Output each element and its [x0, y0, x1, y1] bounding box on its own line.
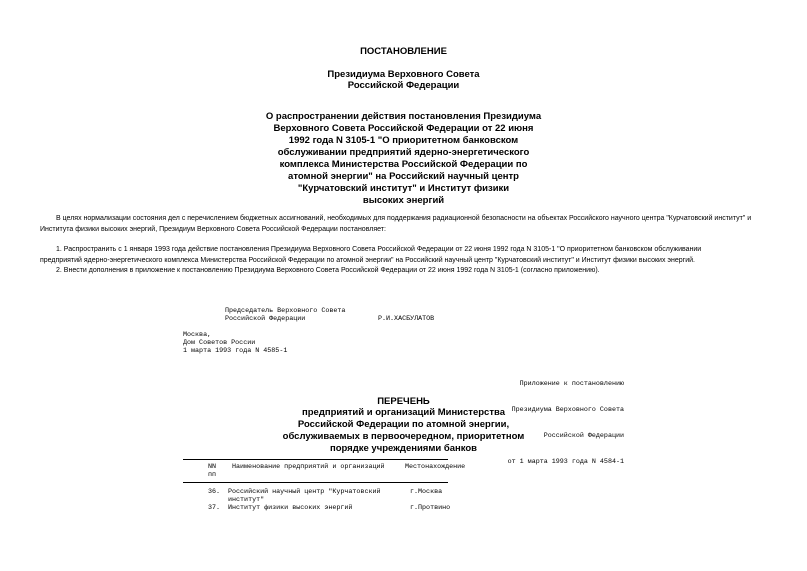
- row-number: 37.: [208, 504, 221, 512]
- document-title: ПОСТАНОВЛЕНИЕ: [360, 46, 447, 57]
- row-location: г.Москва: [410, 488, 443, 496]
- list-subtitle-line: Российской Федерации по атомной энергии,: [297, 419, 510, 430]
- table-header-rule: [183, 482, 448, 483]
- place-city: Москва,: [183, 331, 212, 339]
- preamble-paragraph: [40, 214, 780, 235]
- subject-line: атомной энергии" на Российский научный центр: [288, 171, 519, 182]
- resolution-items: [40, 245, 780, 277]
- signatory-position-line-1: Председатель Верховного Совета: [225, 307, 346, 315]
- subject-line: 1992 года N 3105-1 "О приоритетном банковском: [288, 135, 519, 146]
- header-location: Местонахождение: [405, 463, 466, 471]
- issuing-body-line-2: Российской Федерации: [347, 80, 460, 91]
- row-name: Институт физики высоких энергий: [228, 504, 353, 512]
- item-1-line: предприятий ядерно-энергетического комплекса Министерства Российской Федерации по атомной энергии" на Российский научный центр "Курчатовский институт" и Институт физики высоких энергий.: [40, 256, 695, 264]
- appendix-ref-line: Российской Федерации: [543, 431, 624, 440]
- table-top-rule: [183, 459, 448, 460]
- list-subtitle: [0, 407, 807, 455]
- item-1-line: 1. Распространить с 1 января 1993 года действие постановления Президиума Верховного Совета Российской Федерации от 22 июня 1992 года N 3105-1 "О приоритетном банковском обслуживании: [56, 246, 702, 253]
- list-subtitle-line: обслуживаемых в первоочередном, приоритетном: [282, 431, 525, 442]
- place-building: Дом Советов России: [183, 339, 256, 347]
- subject-line: обслуживании предприятий ядерно-энергетического: [277, 147, 530, 158]
- header-name: Наименование предприятий и организаций: [232, 463, 385, 471]
- subject-line: комплекса Министерства Российской Федерации по: [279, 159, 528, 170]
- row-name: Российский научный центр "Курчатовский: [228, 488, 381, 496]
- item-2-line: 2. Внести дополнения в приложение к постановлению Президиума Верховного Совета Российской Федерации от 22 июня 1992 года N 3105-1 (согласно приложению).: [56, 267, 600, 274]
- subject-line: высоких энергий: [362, 195, 445, 206]
- subject-line: О распространении действия постановления Президиума: [265, 111, 542, 122]
- issuing-body-line-1: Президиума Верховного Совета: [327, 69, 480, 80]
- header-nn: NN: [208, 463, 217, 471]
- header-pp: пп: [208, 471, 217, 479]
- list-subtitle-line: порядке учреждениями банков: [329, 443, 478, 454]
- subject-line: Верховного Совета Российской Федерации от 22 июня: [273, 123, 534, 134]
- row-number: 36.: [208, 488, 221, 496]
- preamble-line: Института физики высоких энергий, Президиум Верховного Совета Российской Федерации постановляет:: [40, 225, 386, 233]
- row-name-cont: институт": [228, 496, 265, 504]
- signatory-position-line-2: Российской Федерации: [225, 315, 306, 323]
- list-title: ПЕРЕЧЕНЬ: [377, 396, 430, 407]
- appendix-ref-line: Президиума Верховного Совета: [511, 405, 624, 414]
- subject-line: "Курчатовский институт" и Институт физики: [297, 183, 510, 194]
- signatory-name: Р.И.ХАСБУЛАТОВ: [378, 315, 435, 323]
- date-and-number: 1 марта 1993 года N 4585-1: [183, 347, 288, 355]
- preamble-line: В целях нормализации состояния дел с перечислением бюджетных ассигнований, необходимых для поддержания радиационной безопасности на объектах Российского научного центра "Курчатовский институт" и: [56, 215, 752, 222]
- list-subtitle-line: предприятий и организаций Министерства: [302, 407, 505, 418]
- appendix-ref-line: от 1 марта 1993 года N 4584-1: [507, 457, 624, 466]
- appendix-ref-line: Приложение к постановлению: [519, 380, 624, 389]
- row-location: г.Протвино: [410, 504, 451, 512]
- subject-title: [0, 111, 807, 207]
